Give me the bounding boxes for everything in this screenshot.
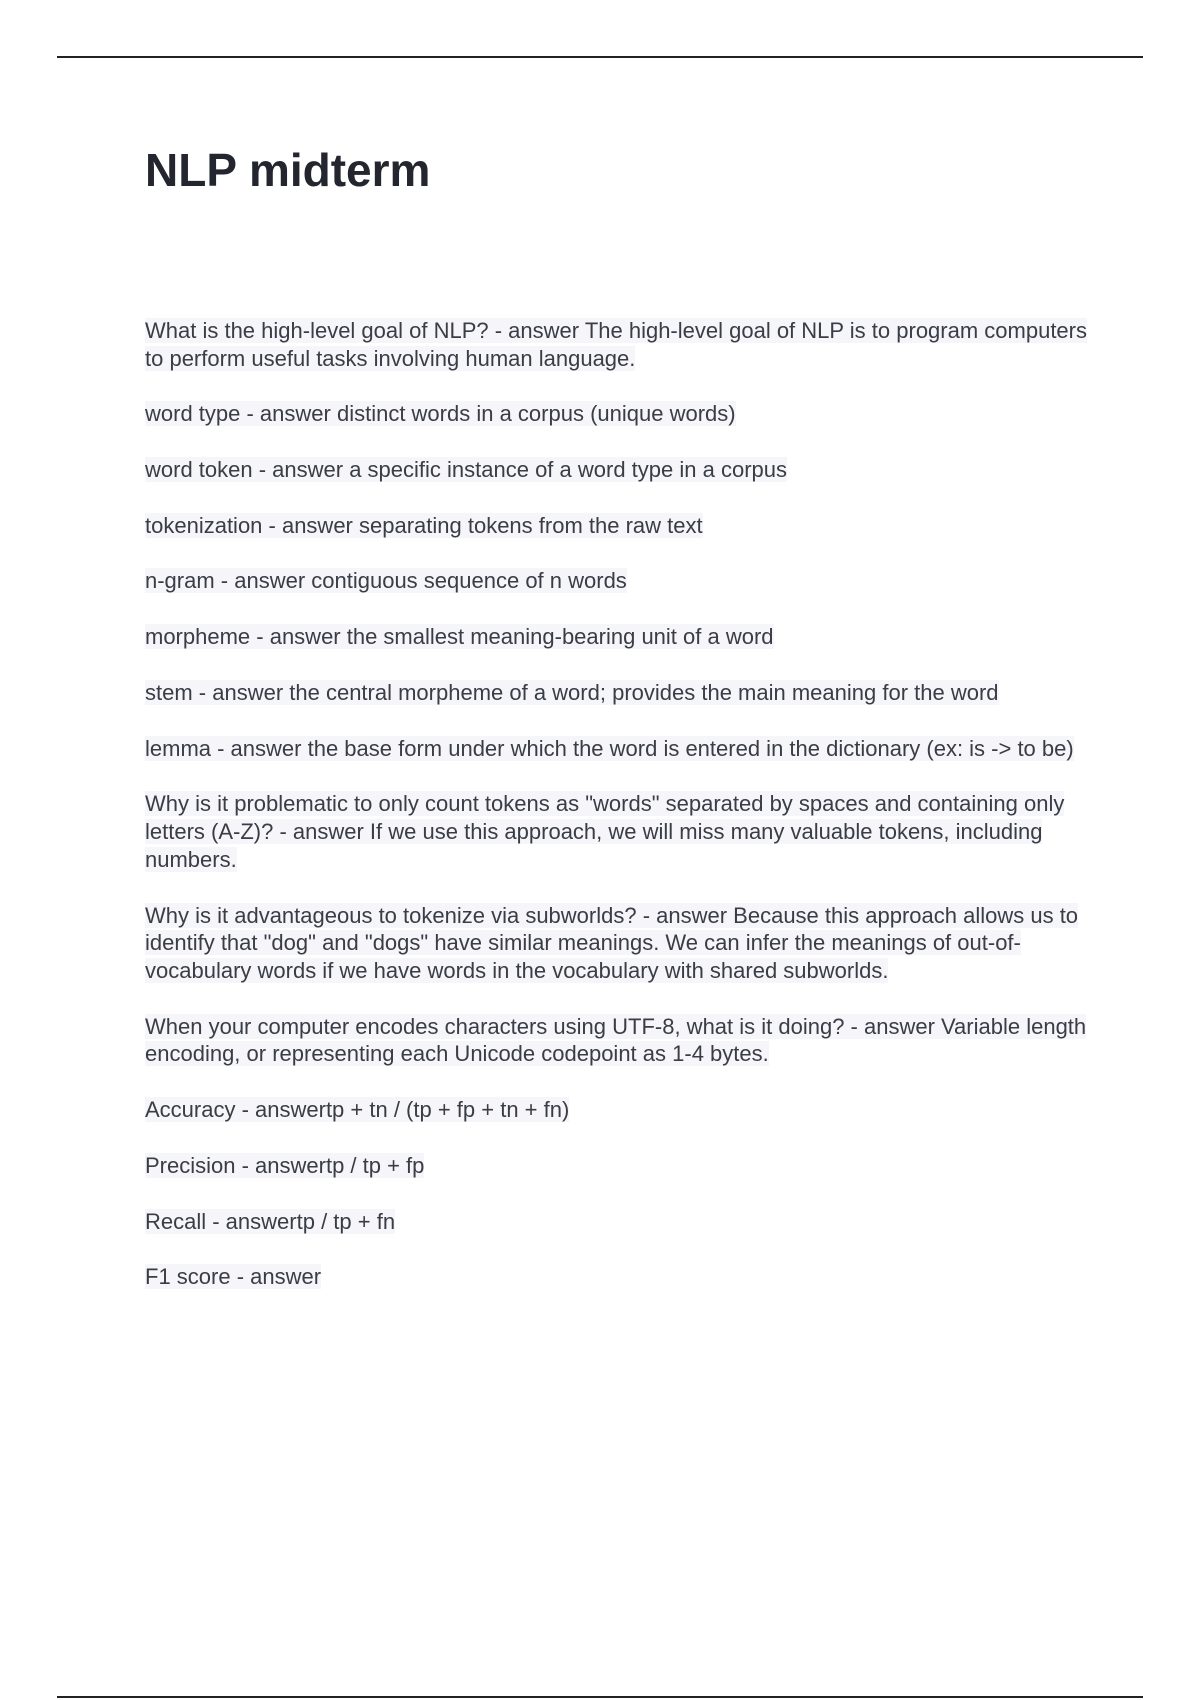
qa-entry	[145, 623, 1095, 651]
qa-entry-text: Accuracy - answertp + tn / (tp + fp + tn + fn)	[145, 1097, 570, 1123]
qa-entry-text: Why is it problematic to only count tokens as "words" separated by spaces and containing only letters (A-Z)? - answer If we use this approach, we will miss many valuable tokens, including numbers.	[145, 791, 1065, 872]
qa-entry	[145, 1263, 1095, 1291]
qa-entry	[145, 512, 1095, 540]
qa-entry	[145, 902, 1095, 985]
qa-entry	[145, 1152, 1095, 1180]
qa-entry-text: stem - answer the central morpheme of a word; provides the main meaning for the word	[145, 679, 999, 705]
bottom-rule	[57, 1696, 1143, 1698]
qa-list	[145, 317, 1095, 1291]
document-body	[145, 144, 1095, 1319]
qa-entry-text: morpheme - answer the smallest meaning-bearing unit of a word	[145, 624, 774, 650]
qa-entry	[145, 735, 1095, 763]
qa-entry	[145, 317, 1095, 372]
qa-entry-text: tokenization - answer separating tokens from the raw text	[145, 512, 703, 538]
qa-entry-text: word token - answer a specific instance of a word type in a corpus	[145, 457, 787, 483]
document-title: NLP midterm	[145, 144, 431, 196]
qa-entry	[145, 790, 1095, 873]
qa-entry-text: Why is it advantageous to tokenize via subworlds? - answer Because this approach allows us to identify that "dog" and "dogs" have similar meanings. We can infer the meanings of out-of-vocabulary words if we have words in the vocabulary with shared subworlds.	[145, 902, 1079, 983]
qa-entry	[145, 400, 1095, 428]
qa-entry	[145, 456, 1095, 484]
qa-entry-text: F1 score - answer	[145, 1264, 322, 1290]
qa-entry-text: lemma - answer the base form under which the word is entered in the dictionary (ex: is -> to be)	[145, 735, 1074, 761]
top-rule	[57, 56, 1143, 58]
qa-entry-text: When your computer encodes characters using UTF-8, what is it doing? - answer Variable length encoding, or representing each Unicode codepoint as 1-4 bytes.	[145, 1013, 1087, 1067]
qa-entry	[145, 567, 1095, 595]
qa-entry	[145, 1208, 1095, 1236]
qa-entry-text: Recall - answertp / tp + fn	[145, 1208, 396, 1234]
qa-entry-text: Precision - answertp / tp + fp	[145, 1152, 425, 1178]
qa-entry	[145, 1013, 1095, 1068]
qa-entry	[145, 679, 1095, 707]
qa-entry-text: word type - answer distinct words in a corpus (unique words)	[145, 401, 736, 427]
qa-entry-text: n-gram - answer contiguous sequence of n words	[145, 568, 627, 594]
qa-entry	[145, 1096, 1095, 1124]
qa-entry-text: What is the high-level goal of NLP? - answer The high-level goal of NLP is to program computers to perform useful tasks involving human language.	[145, 317, 1087, 371]
